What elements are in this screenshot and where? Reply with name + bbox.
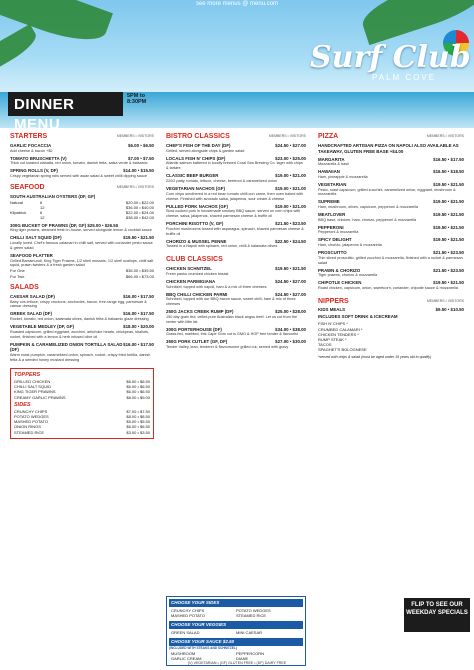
oyster-type: Natural bbox=[10, 199, 23, 205]
item-price: $25.00 • $28.00 bbox=[275, 309, 306, 315]
sides-name: MASHED POTATO bbox=[14, 419, 49, 425]
item-description: Slow cooked pork in housemade smokey BBQ sauce, served on corn chips with cheese, salsa, jalapenos, shaved parmesan cheese & truffle oil bbox=[166, 209, 301, 219]
item-description: Roast chicken, capsicum, onion, sweetcorn, coriander, chipotle sauce & mozzarella bbox=[318, 285, 458, 290]
menu-item bbox=[10, 143, 154, 154]
item-name: CHEF'S FISH OF THE DAY (DF) bbox=[166, 143, 231, 149]
item-description: Locally loved. Chef's famous calamari in chilli salt, served with coriander pesto sauce & green salad bbox=[10, 240, 153, 250]
kids-item: TACOS bbox=[318, 342, 332, 348]
toppers-price: $6.00 • $6.50 bbox=[126, 379, 150, 384]
item-name: SPICY DELIGHT bbox=[318, 237, 352, 243]
platter-row bbox=[10, 274, 154, 279]
menu-item: SOUTH AUSTRALIAN OYSTERS (DF, GF) Natural 6 $20.00 • $22.00 12 $36.00 • $40.00 Kilpatrick 6 $22.00 • $24.00 12 $38.00 • $42.00 bbox=[10, 194, 154, 221]
item-description: Schnitzel, topped with our BBQ bacon sauce, sweet chilli, ham & mix of three cheeses bbox=[166, 297, 296, 307]
item-name: GARLIC FOCACCIA bbox=[10, 143, 52, 149]
item-description: BBQ base, chicken, ham, chorizo, pepperoni & mozzarella bbox=[318, 217, 417, 222]
item-name: 250G JACKS CREEK RUMP (DF) bbox=[166, 309, 234, 315]
item-name: 300G BUCKET OF PRAWNS (DF, GF) $25.00 • $26.50 bbox=[10, 222, 119, 228]
menu-item bbox=[166, 239, 306, 250]
sides-price: $8.00 • $8.50 bbox=[126, 414, 150, 420]
item-description: Corn chips smothered in a red bean tomato chilli con carne, then oven baked with cheese. Finished with avocado salsa, jalapenos, sour cream & cheese bbox=[166, 191, 304, 201]
item-price: $19.00 • $21.00 bbox=[275, 185, 306, 191]
menu-item bbox=[10, 311, 154, 322]
item-description: Ham, pineapple & mozzarella bbox=[318, 174, 368, 179]
flip-banner: FLIP TO SEE OUR WEEKDAY SPECIALS bbox=[404, 598, 470, 632]
menu-item bbox=[166, 292, 306, 308]
item-price: $16.00 • $17.50 bbox=[123, 311, 154, 317]
choice-option: GREEN SALAD bbox=[171, 630, 200, 636]
item-description: Mozzarella & basil bbox=[318, 162, 349, 167]
sides-row bbox=[14, 430, 150, 435]
kids-note: *served with chips & salad (must be aged under 15 years old to qualify) bbox=[318, 355, 432, 360]
page-title-box bbox=[8, 92, 123, 128]
choice-option: CRUNCHY CHIPS bbox=[171, 607, 205, 613]
item-price: $19.50 • $21.50 bbox=[275, 266, 306, 272]
kids-item: FISH N' CHIPS * bbox=[318, 321, 348, 327]
item-price: $21.50 • $23.50 bbox=[275, 221, 306, 227]
menu-item bbox=[10, 235, 154, 251]
menu-item bbox=[166, 221, 306, 237]
kids-item: CHICKEN TENDERS * bbox=[318, 331, 359, 337]
item-description: Crispy vegetarian spring rolls served with asian salad & sweet chilli dipping sauce bbox=[10, 174, 147, 179]
item-price: $19.50 • $21.50 bbox=[433, 224, 464, 230]
item-description: Thin sliced proscuitto, grilled zucchini & mozzarella, finished with a rocket & parmesan salad bbox=[318, 255, 463, 265]
menu-item bbox=[10, 324, 154, 340]
item-price: $16.50 • $18.50 bbox=[433, 169, 464, 175]
item-name: SPRING ROLLS (V, DF) bbox=[10, 168, 58, 174]
menu-item bbox=[10, 168, 154, 179]
item-description: Schnitzel, topped with napoli, ham & a mix of three cheeses bbox=[166, 284, 267, 289]
choice-option: MUSHROOM bbox=[171, 651, 196, 657]
section-seafood: SEAFOOD MEMBERS • VISITORS bbox=[10, 184, 154, 192]
sides-price: $3.00 • $3.50 bbox=[126, 429, 150, 435]
menu-item bbox=[166, 204, 306, 220]
item-price: $19.50 • $21.50 bbox=[433, 181, 464, 187]
sides-name: STEAMED RICE bbox=[14, 429, 45, 435]
middle-column bbox=[166, 128, 306, 350]
menu-item bbox=[166, 327, 306, 338]
oyster-price: $22.00 • $24.00 bbox=[125, 210, 154, 216]
choice-option: MINI CAESAR bbox=[236, 630, 263, 636]
section-club: CLUB CLASSICS bbox=[166, 256, 223, 264]
kids-includes: INCLUDES SOFT DRINK & ICECREAM bbox=[318, 313, 398, 319]
left-column bbox=[10, 128, 154, 439]
service-hours: 5PM to 8:30PM bbox=[127, 93, 147, 106]
item-name: PEPPERONI bbox=[318, 224, 344, 230]
item-price: $18.00 • $20.00 bbox=[123, 324, 154, 330]
footer-legend: (V) VEGETARIAN • (GF) GLUTEN FREE • (DF) DAIRY FREE bbox=[187, 661, 287, 665]
logo-location: PALM COVE bbox=[372, 73, 437, 82]
item-name: PUMPKIN & CARAMELIZED ONION TORTILLA SALAD (DF) bbox=[10, 341, 123, 353]
item-name: 300G PORTERHOUSE (DF) bbox=[166, 326, 222, 332]
item-name: PORCHINI RISOTTO (V, GF) bbox=[166, 221, 224, 227]
menu-item bbox=[166, 173, 306, 184]
menu-item bbox=[166, 156, 306, 172]
item-name: BBQ CHILLI CHICKEN PARMI bbox=[166, 291, 228, 297]
menu-item bbox=[318, 225, 464, 236]
kids-meals: KIDS MEALS $9.50 • $10.50 bbox=[318, 306, 464, 312]
item-name: LOCALS FISH N' CHIPS (DF) bbox=[166, 155, 226, 161]
item-name: MEATLOVER bbox=[318, 212, 346, 218]
item-description: Atlantic salmon battered in locally brewed Coral Sea Brewing Co. lager with chips & tartare bbox=[166, 161, 303, 171]
kids-item: RUMP STEAK * bbox=[318, 336, 347, 342]
item-price: $24.50 • $27.00 bbox=[275, 291, 306, 297]
item-description: King tiger prawns, steamed fresh in-house, served alongside lemon & cocktail sauce bbox=[10, 228, 152, 233]
item-price: $14.00 • $15.50 bbox=[123, 168, 154, 174]
item-price: $19.00 • $21.00 bbox=[275, 203, 306, 209]
menu-item bbox=[166, 279, 306, 290]
item-price: $24.50 • $27.00 bbox=[275, 143, 306, 149]
item-price: $21.50 • $23.50 bbox=[433, 249, 464, 255]
item-name: VEGETARIAN bbox=[318, 181, 347, 187]
section-salads: SALADS bbox=[10, 283, 39, 291]
item-name: PRAWN & CHORIZO bbox=[318, 267, 361, 273]
item-name: HAWAIIAN bbox=[318, 169, 340, 175]
toppers-box: TOPPERS GRILLED CHICKEN $6.00 • $6.50 CHILLI SALT SQUID $6.00 • $6.50 KING TIGER PRAWNS $6.00 • $6.50 CREAMY GARLIC PRAWNS $8.00 • $9.00 SIDES CRUNCHY CHIPS $7.00 • $7.50 POTATO WEDGES $8.00 • $8.50 MASHED POTATO $5.00 • $5.50 ONION RINGS $6.00 • $6.50 STEAMED RICE $3.00 • $3.50 bbox=[10, 368, 154, 439]
oyster-label bbox=[10, 215, 44, 220]
item-price: $19.50 • $21.50 bbox=[433, 237, 464, 243]
kids-item: SPAGHETTI BOLOGNESE bbox=[318, 347, 367, 353]
section-bistro: BISTRO CLASSICS MEMBERS • VISITORS bbox=[166, 133, 306, 140]
choice-option: POTATO WEDGES bbox=[236, 607, 271, 613]
choice-option: PEPPERCORN bbox=[236, 651, 265, 657]
toppers-name: CREAMY GARLIC PRAWNS bbox=[14, 394, 66, 400]
item-price: $19.00 • $21.00 bbox=[275, 173, 306, 179]
item-description: Pepperoni & mozzarella bbox=[318, 230, 359, 235]
item-price: $19.50 • $21.50 bbox=[433, 280, 464, 286]
item-price: $16.50 • $17.50 bbox=[433, 156, 464, 162]
item-name: CLASSIC BEEF BURGER bbox=[166, 173, 219, 179]
choose-box: CHOOSE YOUR SIDES CRUNCHY CHIPS POTATO WEDGES MASHED POTATO STEAMED RICE CHOOSE YOUR VEGGIES GREEN SALAD MINI CAESAR CHOOSE YOUR SAUCE $2.50 (INCLUDED WITH STEAKS AND SCHNITZEL) MUSHROOM PEPPERCORN GARLIC CREAM DIANE bbox=[166, 596, 306, 666]
item-name: CHORIZO & MUSSEL PENNE bbox=[166, 238, 227, 244]
item-price: $23.00 • $25.00 bbox=[275, 155, 306, 161]
oyster-type: Kilpatrick bbox=[10, 210, 27, 216]
platter-price: $66.00 • $73.00 bbox=[125, 273, 154, 279]
kids-item: CRUMBED CALAMARI * bbox=[318, 326, 363, 332]
menu-item bbox=[10, 223, 154, 234]
item-name: PULLED PORK NACHOS (GF) bbox=[166, 203, 228, 209]
menu-item bbox=[166, 186, 306, 202]
sides-name: CRUNCHY CHIPS bbox=[14, 408, 48, 414]
item-name: CHIPOTLE CHICKEN bbox=[318, 280, 362, 286]
menu-item: SEAFOOD PLATTER Grilled Barramundi, King Tiger Prawns, 1/2 shell mussels, 1/2 shell scallops, chilli salt squid, prawn twisters & a fresh garden salad For One $36.00 • $39.50 For Two $66.00 • $73.00 bbox=[10, 252, 154, 279]
oyster-price: $36.00 • $40.00 bbox=[125, 205, 154, 211]
item-description: Tossed in a Napoli with spinach, red onion, chilli & kalamata olives bbox=[166, 244, 278, 249]
item-name: CHILLI SALT SQUID (DF) bbox=[10, 235, 62, 241]
item-description: Ham, chorizo, jalapenos & mozzarella bbox=[318, 243, 382, 248]
sides-price: $7.00 • $7.50 bbox=[126, 408, 150, 414]
item-description: Tiger prawns, chorizo & mozzarella bbox=[318, 273, 378, 278]
oyster-qty: 6 bbox=[40, 199, 43, 205]
choice-option: DIANE bbox=[236, 656, 249, 662]
item-description: 220G patty, tomato, lettuce, cheese, beetroot & caramelized onion bbox=[166, 179, 278, 184]
item-name: VEGETABLE MEDLEY (DF, GF) bbox=[10, 324, 74, 330]
menu-item bbox=[10, 342, 154, 363]
palm-leaf-icon bbox=[0, 24, 41, 78]
toppers-name: GRILLED CHICKEN bbox=[14, 379, 51, 384]
choice-option: STEAMED RICE bbox=[236, 613, 267, 619]
item-name: PROSCUITTO bbox=[318, 249, 347, 255]
platter-size: For Two bbox=[10, 273, 25, 279]
watermark: see more menus @ menu.com bbox=[195, 1, 279, 7]
choice-option: GARLIC CREAM bbox=[171, 656, 202, 662]
item-price: $22.50 • $24.50 bbox=[275, 238, 306, 244]
item-description: Grass-fed, marbled, this Cape Grim cut is GMO & HGP free tender & flavourful bbox=[166, 332, 299, 337]
item-name: CHICKEN SCHNITZEL bbox=[166, 266, 212, 272]
menu-item bbox=[166, 309, 306, 325]
sides-price: $6.00 • $6.50 bbox=[126, 424, 150, 430]
menu-item bbox=[318, 237, 464, 248]
section-starters: STARTERS MEMBERS • VISITORS bbox=[10, 133, 154, 140]
menu-item bbox=[318, 212, 464, 223]
item-price: $27.00 • $30.00 bbox=[275, 339, 306, 345]
menu-item bbox=[318, 182, 464, 198]
hero-banner bbox=[0, 0, 474, 128]
item-description: Rocket, tomato, red onion, kalamata olives, danish fetta & balsamic glaze dressing bbox=[10, 317, 149, 322]
item-price: $19.50 • $21.50 bbox=[433, 212, 464, 218]
item-description: Roasted capsicum, grilled eggplant, zucchini, artichoke hearts, chickpeas, shallots, rocket, finished with a lemon & herb infused olive oil bbox=[10, 329, 150, 339]
item-description: Add cheese & bacon +$2 bbox=[10, 148, 53, 153]
section-nippers: NIPPERS MEMBERS • VISITORS bbox=[318, 297, 464, 305]
pizza-intro: HANDCRAFTED ARTISIAN PIZZA ON NAPOLI ALSO AVAILABLE AS TAKEAWAY, GLUTEN FREE BASE +$4.00 bbox=[318, 143, 459, 154]
sides-name: POTATO WEDGES bbox=[14, 414, 49, 420]
oyster-qty: 12 bbox=[40, 215, 45, 221]
menu-item bbox=[166, 339, 306, 350]
menu-item bbox=[318, 169, 464, 180]
item-description: 150 day grain fed, velled pure Australian black angus beef. Let us cut from the center with little fat bbox=[166, 314, 298, 324]
item-description: Fresh panko crumbed chicken breast bbox=[166, 272, 229, 277]
item-price: $24.50 • $27.00 bbox=[275, 279, 306, 284]
item-description: Thick cut toasted ciabatta, red onion, tomato, danish fetta, salsa verde & balsamic bbox=[10, 161, 148, 166]
toppers-name: CHILLI SALT SQUID bbox=[14, 384, 51, 390]
item-name: CAESAR SALAD (DF) bbox=[10, 293, 55, 299]
oyster-row bbox=[10, 215, 154, 220]
menu-item bbox=[318, 268, 464, 279]
item-description: Tender Valley, lean, tenderer & flavoursome grilled cut, served with gravy bbox=[166, 345, 289, 350]
toppers-price: $6.00 • $6.50 bbox=[126, 389, 150, 395]
oyster-qty: 12 bbox=[40, 205, 45, 211]
menu-item bbox=[166, 143, 306, 154]
item-name: CHICKEN PARMIGIANA bbox=[166, 279, 216, 284]
item-name: VEGETARIAN NACHOS (GF) bbox=[166, 185, 225, 191]
item-name: GREEK SALAD (DF) bbox=[10, 311, 52, 317]
right-column bbox=[318, 128, 464, 360]
oyster-price: $38.00 • $42.00 bbox=[125, 215, 154, 221]
item-description: Grilled, served alongside chips & garden salad bbox=[166, 148, 245, 153]
item-description: Ham, mushroom, olives, capsicum, pepperoni & mozzarella bbox=[318, 205, 419, 210]
item-price: $21.50 • $23.50 bbox=[433, 267, 464, 273]
menu-item bbox=[318, 199, 464, 210]
menu-item-header bbox=[10, 342, 154, 353]
sides-name: ONION RINGS bbox=[14, 424, 41, 430]
menu-item bbox=[166, 266, 306, 277]
menu-item bbox=[10, 294, 154, 310]
item-price: $19.50 • $21.50 bbox=[433, 199, 464, 205]
oyster-price: $20.00 • $22.00 bbox=[125, 199, 154, 205]
item-description: Pesto, roast capsicum, grilled zucchini, caramelized onion, eggplant, mushroom & mozzarella bbox=[318, 187, 456, 197]
menu-item bbox=[318, 250, 464, 266]
choice-option: MASHED POTATO bbox=[171, 613, 206, 619]
toppers-price: $8.00 • $9.00 bbox=[126, 394, 150, 400]
item-description: Porchini mushrooms tossed with asparagus, spinach, shaved parmesan cheese & truffle oil bbox=[166, 226, 304, 236]
menu-item bbox=[318, 157, 464, 168]
toppers-price: $6.00 • $6.50 bbox=[126, 384, 150, 390]
item-price: $19.50 • $21.50 bbox=[123, 235, 154, 241]
item-description: Baby cos lettuce, crispy croutons, anchovies, bacon, free-range egg, parmesan & caesar dressing bbox=[10, 299, 147, 309]
item-name: MARGARITA bbox=[318, 156, 345, 162]
toppers-row bbox=[14, 395, 150, 400]
item-price: $16.00 • $17.50 bbox=[123, 341, 154, 347]
oyster-qty: 6 bbox=[40, 210, 43, 216]
item-price: $6.00 • $6.50 bbox=[128, 143, 154, 149]
item-price: $34.00 • $38.00 bbox=[275, 326, 306, 332]
logo-brand: Surf Club bbox=[310, 40, 471, 75]
item-price: $16.00 • $17.50 bbox=[123, 293, 154, 299]
page-title: DINNER MENU bbox=[14, 96, 75, 128]
menu-item bbox=[10, 156, 154, 167]
menu-item bbox=[318, 280, 464, 291]
platter-size: For One bbox=[10, 268, 25, 274]
toppers-name: KING TIGER PRAWNS bbox=[14, 389, 56, 395]
sides-price: $5.00 • $5.50 bbox=[126, 419, 150, 425]
section-pizza: PIZZA MEMBERS • VISITORS bbox=[318, 133, 464, 140]
item-description: Warm roast pumpkin, caramelized onion, spinach, rocket, crispy fried tortilla, danish fetta & a seeded honey mustard dressing bbox=[10, 353, 151, 362]
platter-price: $36.00 • $39.50 bbox=[125, 268, 154, 274]
item-price: $7.00 • $7.50 bbox=[128, 155, 154, 161]
item-name: 350G PORK CUTLET (GF, DF) bbox=[166, 339, 228, 345]
item-name: SUPREME bbox=[318, 199, 340, 205]
item-name: TOMATO BRUSCHETTA (V) bbox=[10, 155, 67, 161]
